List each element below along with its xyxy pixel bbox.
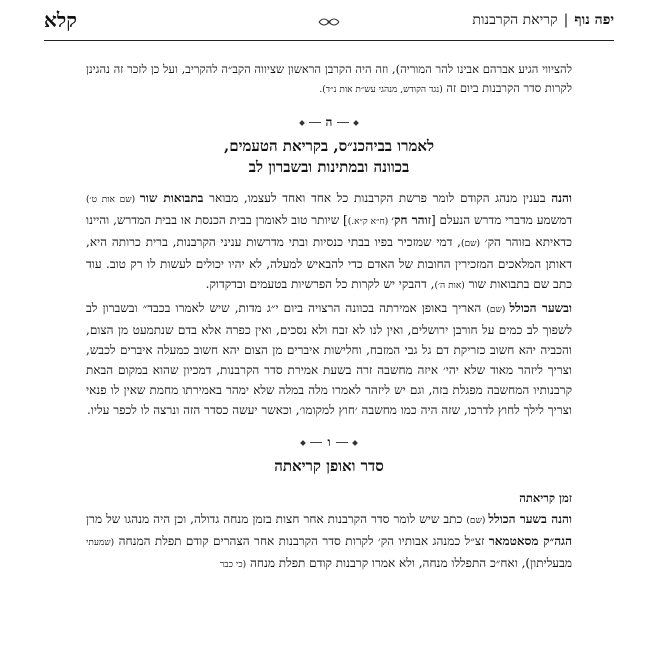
source-note: (שמעתי: [86, 538, 115, 548]
section-marker-6: [86, 434, 572, 450]
page-number: קלא: [44, 8, 77, 32]
marker-dash: [337, 122, 349, 123]
section-5-heading: [86, 136, 572, 178]
marker-diamond-icon: [352, 440, 358, 446]
lead-word: ובשער הכולל: [509, 301, 573, 315]
source-note: (שם): [486, 305, 510, 315]
paragraph-text: דמשמע מדברי מדרש הנעלם [: [430, 213, 573, 227]
marker-dash: [309, 122, 321, 123]
source-note: (שם אות ט׳): [86, 195, 140, 205]
section-6-subheading: זמן קריאתה: [519, 491, 572, 505]
running-header: [44, 6, 614, 40]
marker-diamond-icon: [301, 440, 307, 446]
paragraph-text: האריך באופן אמירתה בכוונה הרצויה ביום י״ג מדות, שיש לאמרו בכבד״ ובשברון לב לשפוך לב כמים על חורבן ירושלים, ואין לנו לא זבח ולא נסכים, ואין כפרה אלא בדם שנתמעט מן הצום, והכביה יהא חשוב כזריקת דם גל גבי המזבח, וחלישות איברים מן הצום יהא חשוב כמעלה איברים לכבש, וצריך ליזהר מאוד שלא יהי׳ איזה מחשבה זרה בשעת אמירת סדר הקרבנות, דמכיון שהוא במקום הבאת קרבנותיו המחשבה מפגלת בזה, וגם יש ליזהר לאמרו מלה במלה שלא ימהר באמירתו מחמת שאין לו פנאי וצריך לילך לחוץ לדרכו, שזה היה כמו מחשבה ׳חוץ למקומו׳, וכאשר יעשה כסדר הזה ונרצה לו לכפר עליו.: [86, 301, 572, 417]
section-letter-5: ה: [325, 115, 333, 129]
header-rule: [44, 40, 614, 41]
paragraph-text: זצ״ל כמנהג אבותיו הק׳ לקרות סדר הקרבנות אחר הצהרים קודם תפלת המנחה: [114, 534, 489, 548]
source-note: (שם): [466, 516, 489, 526]
page-content: [86, 60, 572, 575]
source-note: (שם): [460, 239, 480, 249]
paragraph-text: , דמי שמזכיר בפיו בבתי כנסיות ובתי מדרשות עניני הקרבנות, ברית כרותה היא, דאותן המלאכים המזכירין החובות של האדם כדי להבאיש למעלה, לא יהיו יכולים לעשות לו רק טוב. עוד כתב שם בתבואות שור: [86, 235, 572, 291]
source-note: (ח״א ק״א.): [347, 217, 392, 227]
paragraph-text: בענין מנהג הקודם לומר פרשת הקרבנות כל אחד ואחד לעצמו, מבואר: [203, 191, 552, 205]
marker-diamond-icon: [299, 120, 305, 126]
book-title: יפה נוף: [574, 12, 614, 28]
section-marker-5: [86, 114, 572, 130]
source-title: בתבואות שור: [139, 191, 204, 205]
marker-dash: [310, 442, 322, 443]
heading-line-1: לאמרו בביהכנ״ס, בקריאת הטעמים,: [223, 137, 434, 155]
section-title: קריאת הקרבנות: [472, 12, 558, 28]
source-title: הגה״ק מסאטמאר: [488, 534, 572, 548]
section-5-paragraph-2: [86, 298, 572, 420]
ornament-icon: [318, 16, 340, 28]
section-6-paragraph-1: [86, 509, 572, 575]
source-title: זוהר חק׳: [391, 213, 431, 227]
lead-word: והנה: [551, 191, 572, 205]
marker-diamond-icon: [354, 120, 360, 126]
header-separator: |: [563, 12, 569, 28]
header-title: [472, 12, 614, 29]
section-5-paragraph-1: [86, 188, 572, 296]
section-letter-6: ו: [327, 435, 331, 449]
paragraph-text: מבעליתון), ואח״כ התפללו מנחה, ולא אמרו קרבנות קודם תפלת מנחה: [246, 556, 572, 570]
paragraph-text: ] שיותר טוב לאומרן בבית הכנסת או בבית המדרש, והיינו כדאיתא בזוהר הק׳: [86, 213, 572, 249]
intro-text: להציווי הגיע אברהם אבינו להר המוריה), וזה היה הקרבן הראשון שציווה הקב״ה להקריב, ועל כן לזכר זה נהגינן לקרות סדר הקרבנות ביום זה: [86, 62, 573, 95]
paragraph-text: , דהבקי יש לקרות כל הפרשיות בטעמים ובדקדוק.: [205, 277, 435, 291]
paragraph-text: כתב שיש לומר סדר הקרבנות אחר חצות בזמן מנחה גדולה, וכן היה מנהגו של מרן: [86, 512, 467, 526]
source-note: (כי כבר: [219, 560, 247, 570]
lead-word: והנה בשער הכולל: [488, 512, 572, 526]
intro-note: (נגד הקודש, מנהגי עש״ת אות נ״ד).: [319, 85, 443, 95]
source-note: (אות ה׳): [434, 281, 465, 291]
intro-paragraph: [86, 60, 572, 100]
marker-dash: [336, 442, 348, 443]
section-6-heading: סדר ואופן קריאתה: [274, 457, 384, 475]
heading-line-2: בכוונה ובמתינות ובשברון לב: [248, 158, 410, 176]
